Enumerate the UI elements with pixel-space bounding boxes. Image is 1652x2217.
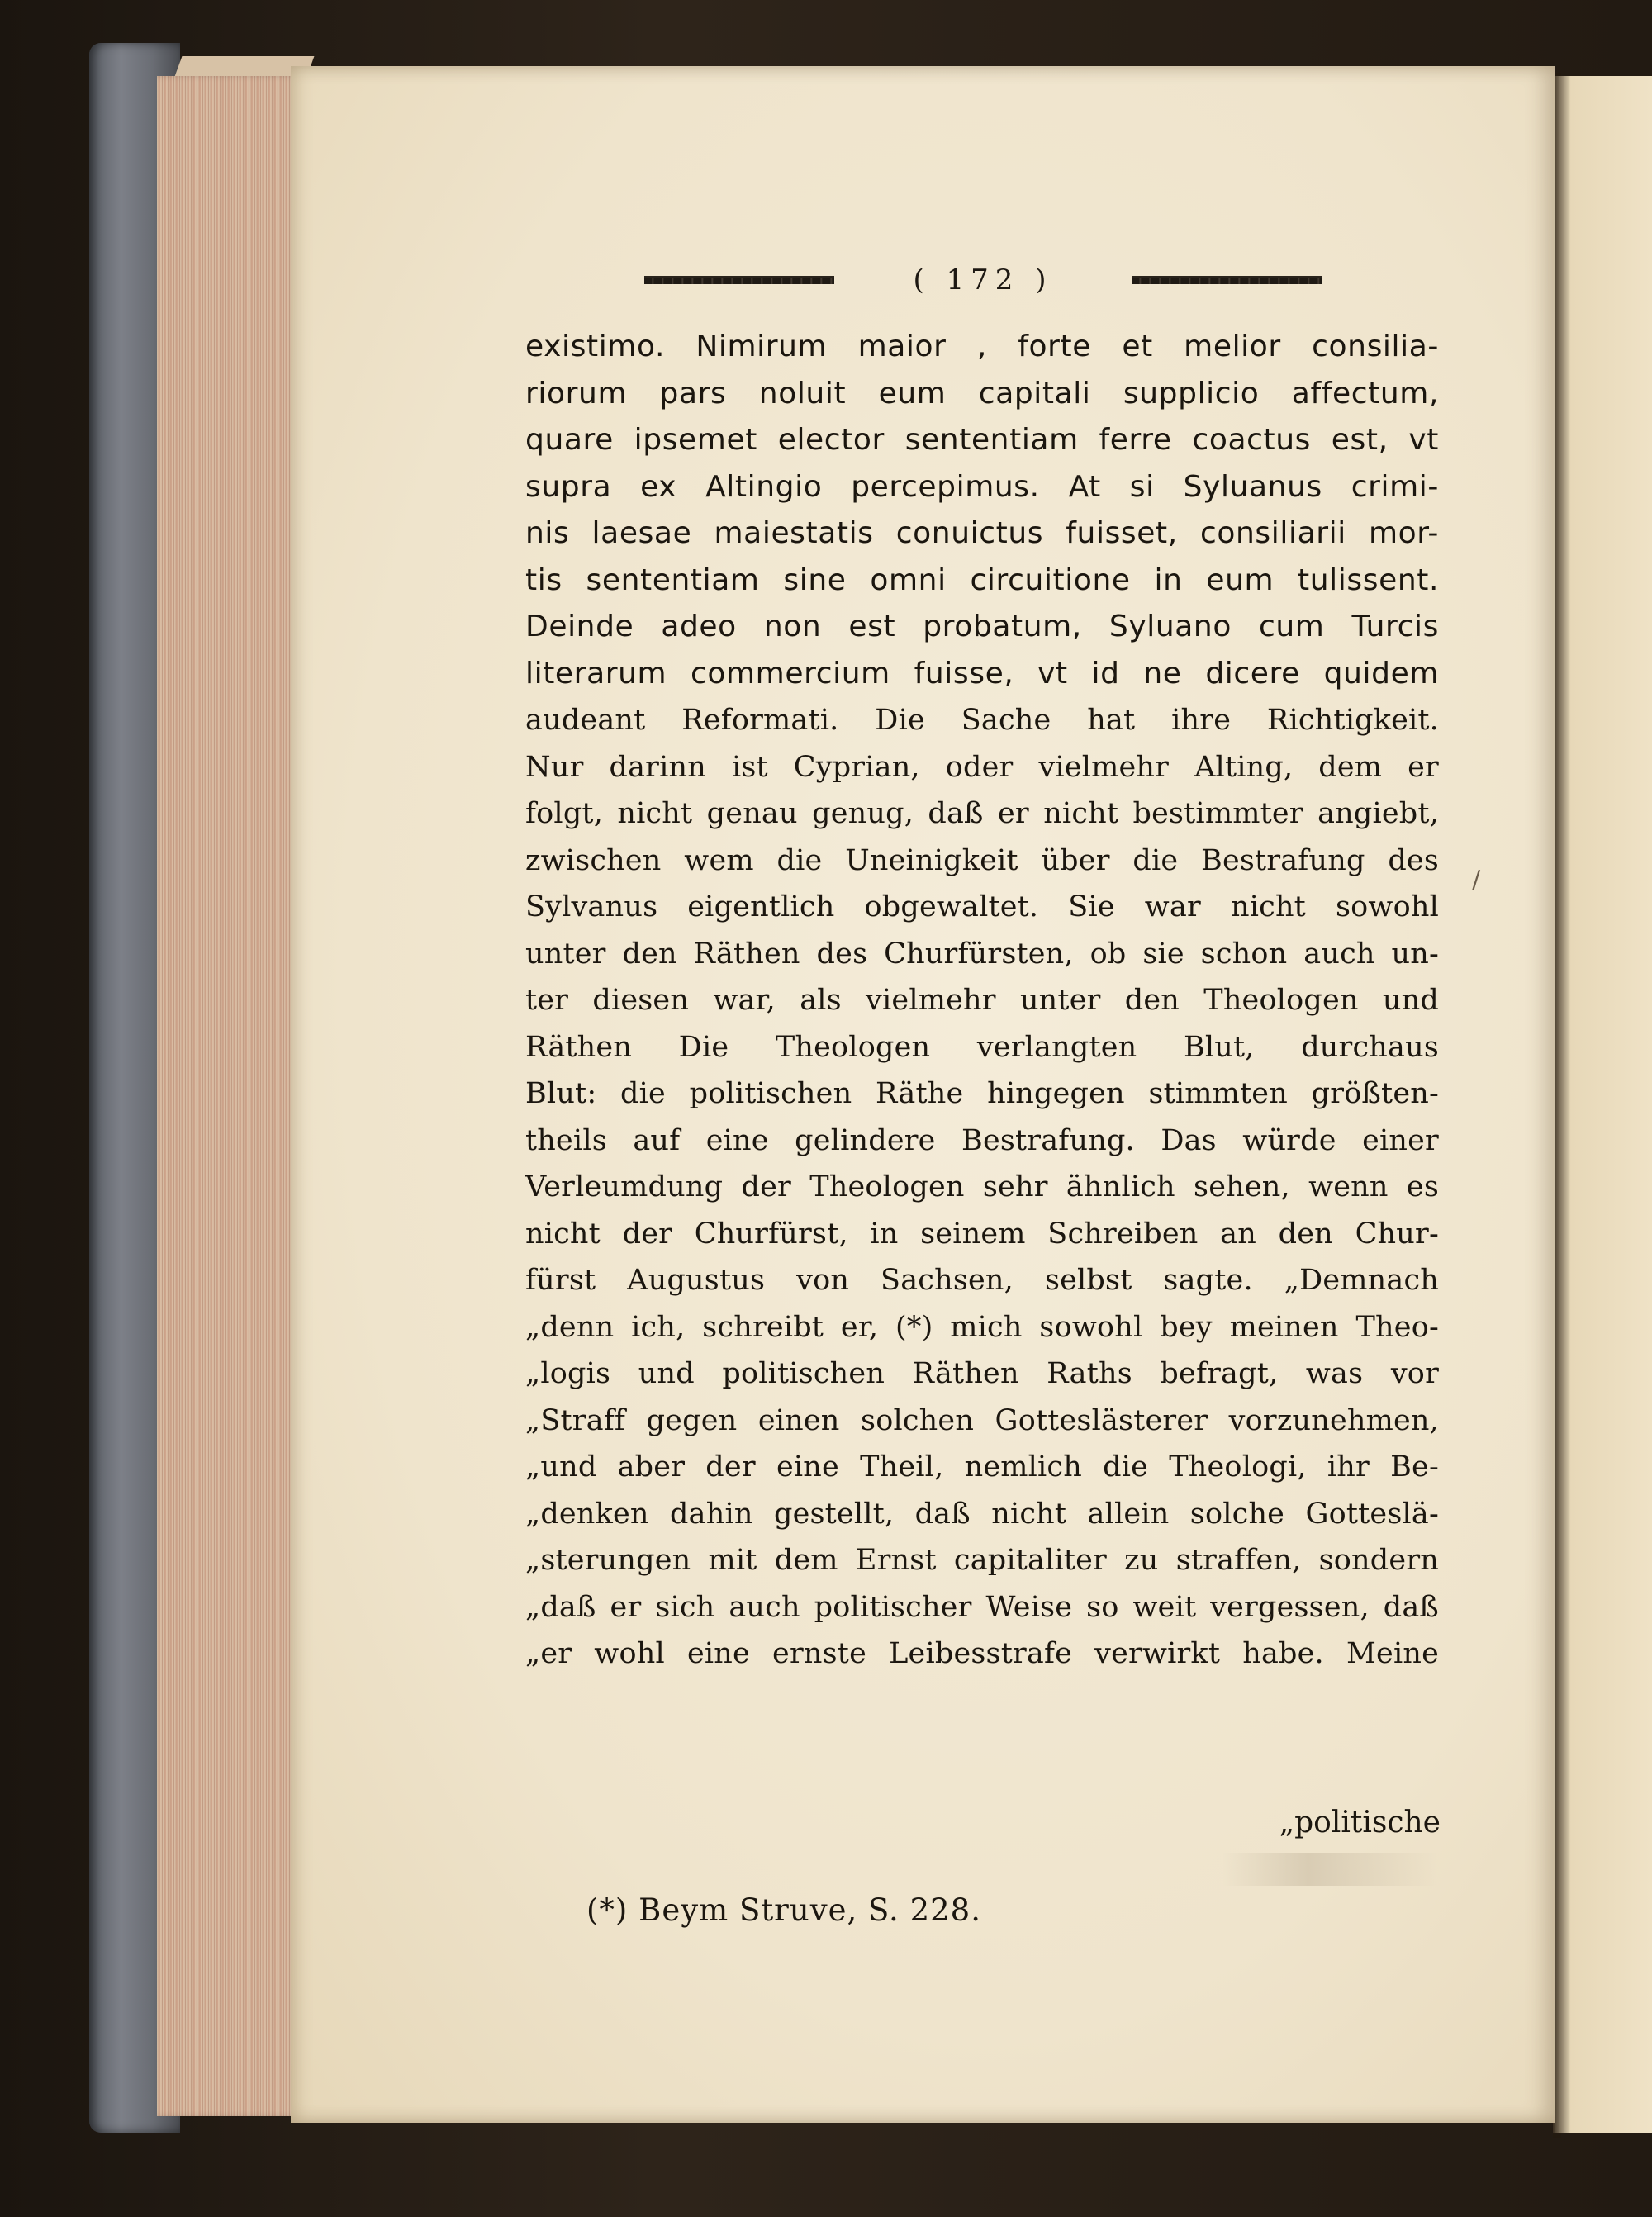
text-line: „und aber der eine Theil, nemlich die Theologi, ihr Be- xyxy=(525,1450,1439,1484)
facing-page xyxy=(1553,76,1652,2133)
text-line: Sylvanus eigentlich obgewaltet. Sie war nicht sowohl xyxy=(525,890,1439,923)
text-line: nis laesae maiestatis conuictus fuisset, consiliarii mor- xyxy=(525,516,1439,550)
text-line: „logis und politischen Räthen Raths befragt, was vor xyxy=(525,1357,1439,1390)
margin-mark: / xyxy=(1472,866,1481,895)
body-text xyxy=(525,324,1439,1678)
page-edges xyxy=(157,76,297,2116)
text-line: „sterungen mit dem Ernst capitaliter zu straffen, sondern xyxy=(525,1544,1439,1577)
text-line: folgt, nicht genau genug, daß er nicht bestimmter angiebt, xyxy=(525,797,1439,830)
text-line: nicht der Churfürst, in seinem Schreiben an den Chur- xyxy=(525,1217,1439,1251)
text-line: theils auf eine gelindere Bestrafung. Das würde einer xyxy=(525,1123,1439,1157)
text-line: existimo. Nimirum maior , forte et melior consilia- xyxy=(525,330,1439,363)
text-line: tis sententiam sine omni circuitione in eum tulissent. xyxy=(525,563,1439,597)
text-line: Verleumdung der Theologen sehr ähnlich sehen, wenn es xyxy=(525,1170,1439,1203)
footnote: (*) Beym Struve, S. 228. xyxy=(586,1892,981,1928)
text-line: Deinde adeo non est probatum, Syluano cum Turcis xyxy=(525,610,1439,643)
text-line: literarum commercium fuisse, vt id ne dicere quidem xyxy=(525,656,1439,691)
show-through xyxy=(1222,1853,1437,1886)
text-line: Blut: die politischen Räthe hingegen stimmten größten- xyxy=(525,1077,1439,1110)
text-line: audeant Reformati. Die Sache hat ihre Richtigkeit. xyxy=(525,704,1439,737)
running-head xyxy=(644,259,1322,301)
text-line: fürst Augustus von Sachsen, selbst sagte. „Demnach xyxy=(525,1264,1439,1297)
text-line: „er wohl eine ernste Leibesstrafe verwirkt habe. Meine xyxy=(525,1637,1439,1670)
page-number: ( 172 ) xyxy=(913,263,1053,297)
text-line: zwischen wem die Uneinigkeit über die Bestrafung des xyxy=(525,843,1439,877)
head-rule-left xyxy=(644,276,834,284)
text-line: „denn ich, schreibt er, (*) mich sowohl bey meinen Theo- xyxy=(525,1310,1439,1344)
catchword: „politische xyxy=(1279,1806,1441,1840)
text-line: supra ex Altingio percepimus. At si Syluanus crimi- xyxy=(525,469,1439,504)
text-line: „daß er sich auch politischer Weise so weit vergessen, daß xyxy=(525,1590,1439,1624)
text-line: „denken dahin gestellt, daß nicht allein solche Gotteslä- xyxy=(525,1497,1439,1531)
text-line: unter den Räthen des Churfürsten, ob sie schon auch un- xyxy=(525,937,1439,971)
text-line: quare ipsemet elector sententiam ferre coactus est, vt xyxy=(525,423,1439,457)
text-line: ter diesen war, als vielmehr unter den Theologen und xyxy=(525,984,1439,1017)
text-line: riorum pars noluit eum capitali supplicio affectum, xyxy=(525,376,1439,411)
text-line: „Straff gegen einen solchen Gotteslästerer vorzunehmen, xyxy=(525,1403,1439,1437)
text-line: Nur darinn ist Cyprian, oder vielmehr Alting, dem er xyxy=(525,750,1439,784)
text-line: Räthen Die Theologen verlangten Blut, durchaus xyxy=(525,1030,1439,1064)
head-rule-right xyxy=(1132,276,1322,284)
